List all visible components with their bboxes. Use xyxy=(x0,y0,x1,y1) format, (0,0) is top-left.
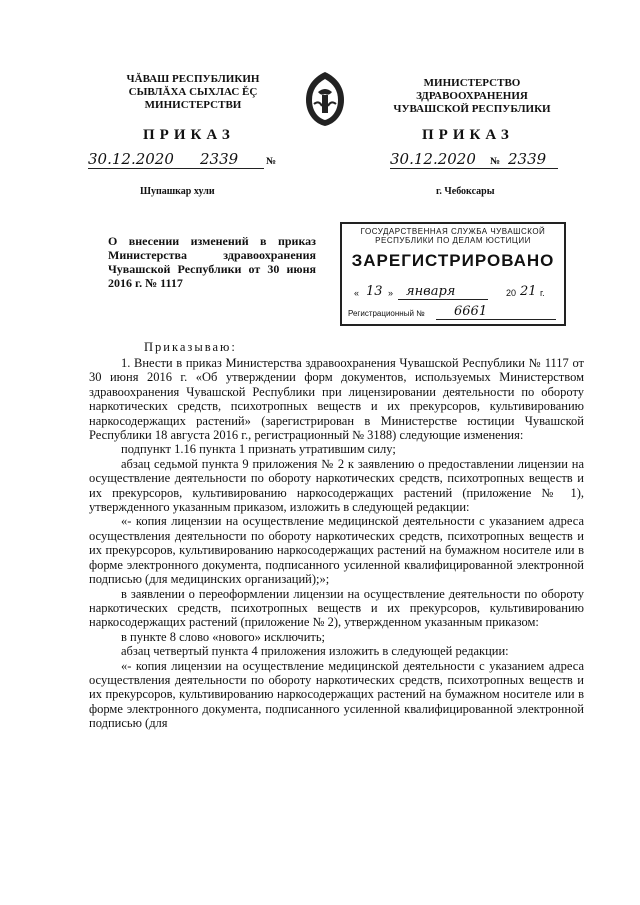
ministry-name-chuvash xyxy=(108,73,278,112)
handwritten-date: 30.12.2020 xyxy=(88,150,174,168)
ministry-name-line: МИНИСТЕРСТВИ xyxy=(144,99,242,111)
document-body xyxy=(89,356,584,731)
underline xyxy=(398,299,488,300)
paragraph: подпункт 1.16 пункта 1 признать утратившим силу; xyxy=(121,442,396,457)
order-title-left: ПРИКАЗ xyxy=(143,127,235,143)
stamp-date-row xyxy=(354,284,554,302)
coat-of-arms-emblem xyxy=(300,70,350,128)
stamp-day: 13 xyxy=(366,284,383,299)
stamp-registered: ЗАРЕГИСТРИРОВАНО xyxy=(351,251,555,270)
underline xyxy=(88,168,264,169)
stamp-reg-row xyxy=(348,306,558,322)
order-title-right: ПРИКАЗ xyxy=(422,127,514,143)
registration-stamp xyxy=(340,222,566,326)
ministry-name-line: ЗДРАВООХРАНЕНИЯ xyxy=(416,90,528,102)
stamp-year-end: г. xyxy=(540,288,545,298)
handwritten-date: 30.12.2020 xyxy=(390,150,476,168)
ministry-name-line: МИНИСТЕРСТВО xyxy=(423,77,521,89)
paragraph: 1. Внести в приказ Министерства здравоохранения Чувашской Республики № 1117 от 30 июня 2016 г. «Об утверждении форм документов, используемых Министерством здравоохранения Чувашской Республики при лицензировании деятельности по обороту наркотических средств, психотропных веществ и их прекурсоров, культивированию наркосодержащих растений» (зарегистрирован в Министерстве юстиции Чувашской Республики 18 августа 2016 г., регистрационный № 3188) следующие изменения: xyxy=(89,356,584,443)
ministry-name-russian xyxy=(392,77,552,116)
city-russian: г. Чебоксары xyxy=(436,186,495,197)
underline xyxy=(390,168,558,169)
order-date-right xyxy=(390,150,570,170)
number-sign: № xyxy=(266,156,277,167)
stamp-reg-label: Регистрационный № xyxy=(348,309,425,318)
number-sign: № xyxy=(490,156,501,167)
handwritten-number: 2339 xyxy=(508,150,547,168)
paragraph: в пункте 8 слово «нового» исключить; xyxy=(121,629,326,644)
paragraph: абзац четвертый пункта 4 приложения изложить в следующей редакции: xyxy=(121,644,509,659)
quote-mark: « xyxy=(354,288,360,298)
quote-mark: » xyxy=(388,288,394,298)
orders-word: Приказываю: xyxy=(144,340,237,354)
city-chuvash: Шупашкар хули xyxy=(140,186,215,197)
order-subject: О внесении изменений в приказ Министерства здравоохранения Чувашской Республики от 30 июня 2016 г. № 1117 xyxy=(108,234,316,290)
stamp-line: РЕСПУБЛИКИ ПО ДЕЛАМ ЮСТИЦИИ xyxy=(375,236,531,245)
ministry-name-line: СЫВЛĂХА СЫХЛАС ĔÇ xyxy=(128,86,258,98)
stamp-year-suffix: 21 xyxy=(520,284,537,299)
stamp-reg-number: 6661 xyxy=(454,304,488,319)
stamp-year-prefix: 20 xyxy=(506,288,517,298)
paragraph: в заявлении о переоформлении лицензии на осуществление деятельности по обороту наркотических средств, психотропных веществ и их прекурсоров, культивированию наркосодержащих растений (приложение № 2), утвержденном указанным приказом: xyxy=(89,586,584,630)
order-date-left xyxy=(88,150,284,170)
handwritten-number: 2339 xyxy=(200,150,239,168)
paragraph: абзац седьмой пункта 9 приложения № 2 к заявлению о предоставлении лицензии на осуществление деятельности по обороту наркотических средств, психотропных веществ и их прекурсоров, культивированию наркосодержащих растений (приложение № 1), утвержденного указанным приказом, изложить в следующей редакции: xyxy=(89,456,584,515)
stamp-line: ГОСУДАРСТВЕННАЯ СЛУЖБА ЧУВАШСКОЙ xyxy=(360,227,546,236)
ministry-name-line: ЧУВАШСКОЙ РЕСПУБЛИКИ xyxy=(393,103,551,115)
ministry-name-line: ЧĂВАШ РЕСПУБЛИКИН xyxy=(126,73,260,85)
underline xyxy=(436,319,556,320)
paragraph: «- копия лицензии на осуществление медицинской деятельности с указанием адреса осуществления деятельности по обороту наркотических средств, психотропных веществ и их прекурсоров, культивированию наркосодержащих растений на бумажном носителе или в форме электронного документа, подписанного усиленной квалифицированной электронной подписью (для медицинских организаций);»; xyxy=(89,514,584,587)
stamp-month: января xyxy=(406,284,456,299)
paragraph: «- копия лицензии на осуществление медицинской деятельности с указанием адреса осуществления деятельности по обороту наркотических средств, психотропных веществ и их прекурсоров, культивированию наркосодержащих растений на бумажном носителе или в форме электронного документа, подписанного усиленной квалифицированной электронной подписью (для xyxy=(89,658,584,731)
